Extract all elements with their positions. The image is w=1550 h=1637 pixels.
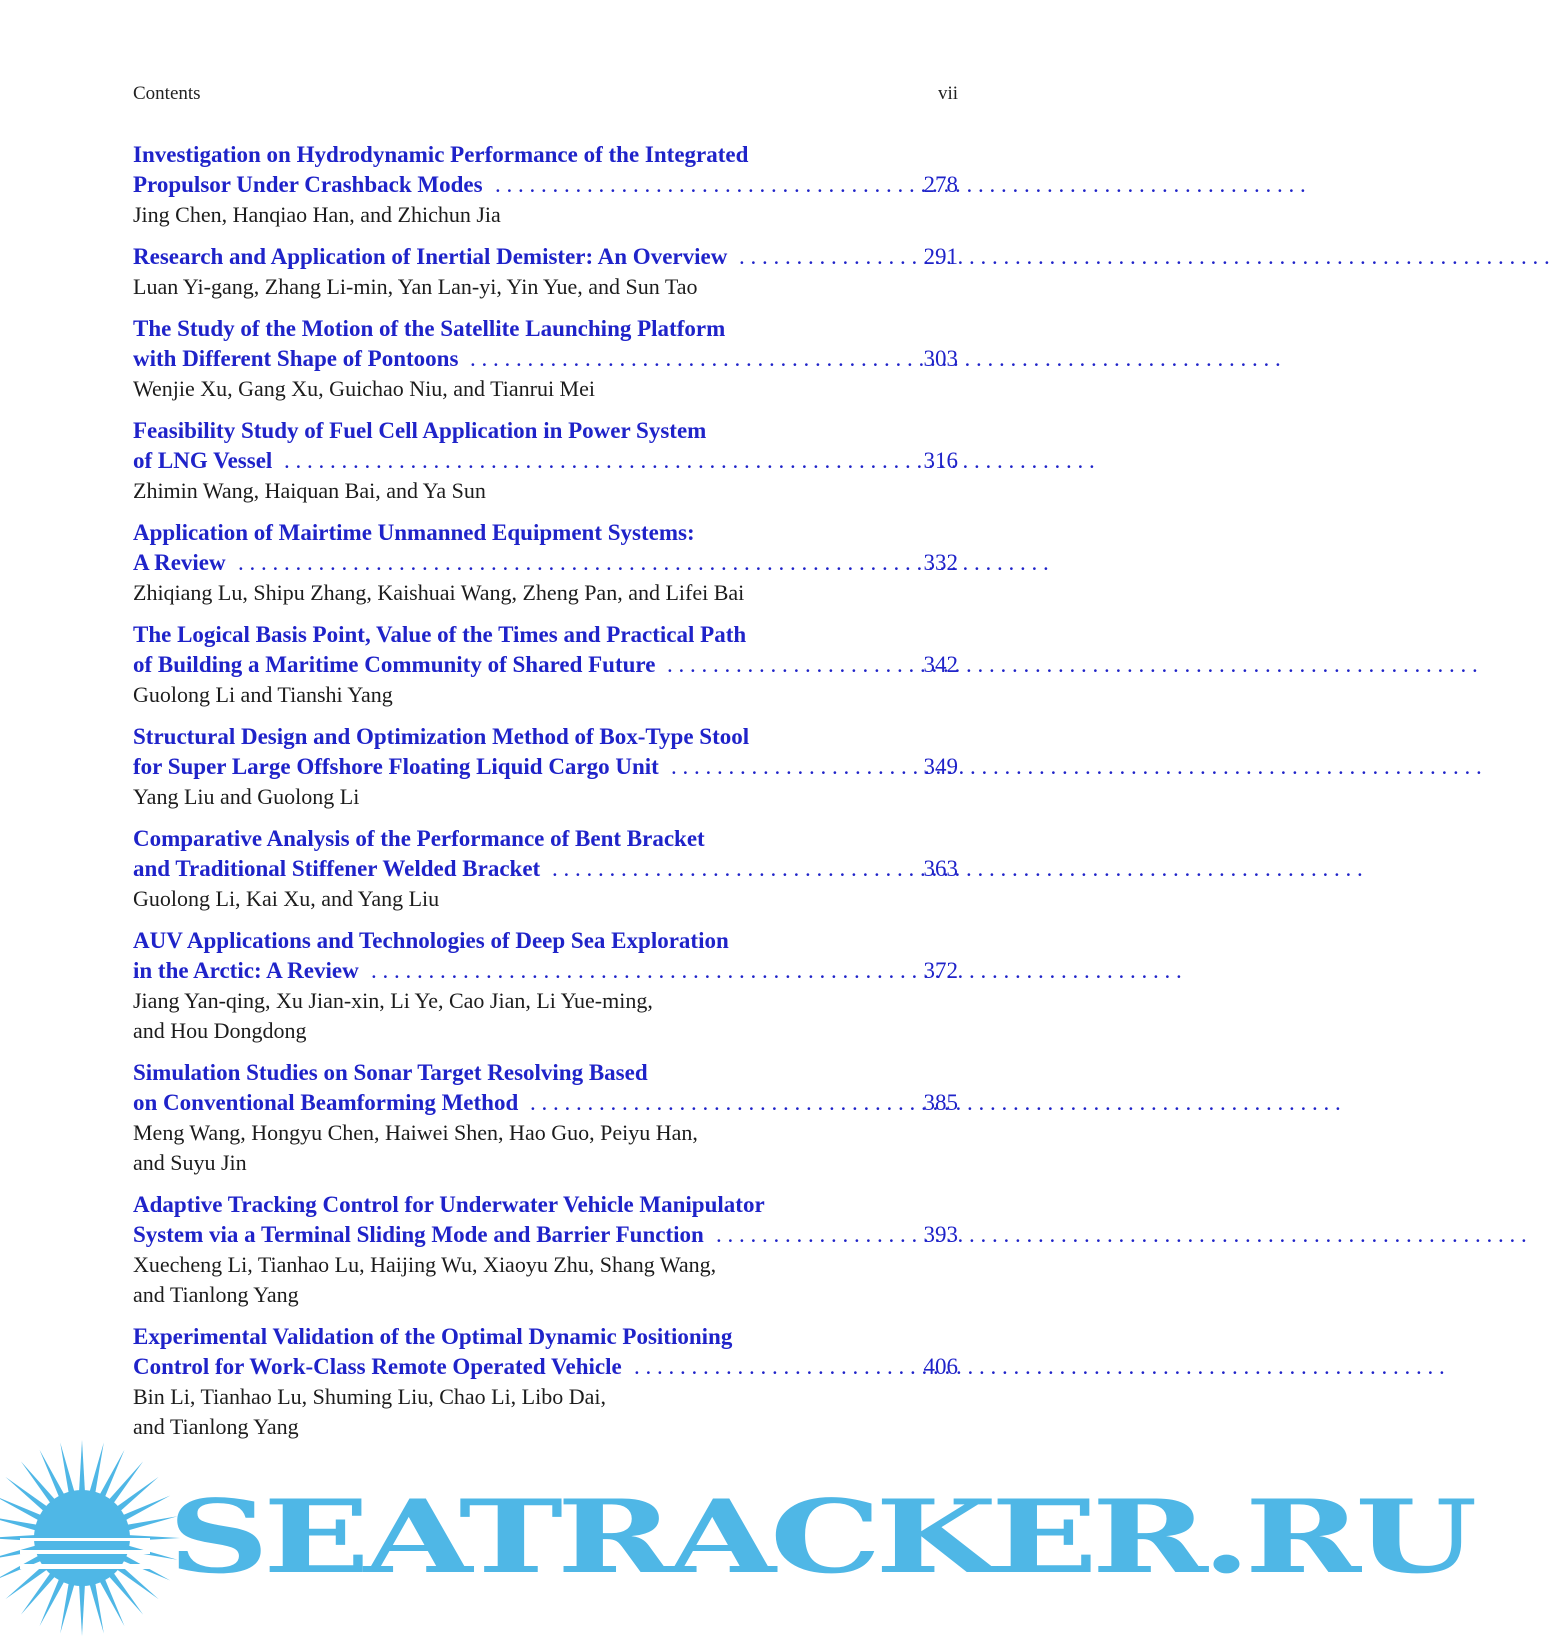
toc-title-line[interactable] <box>133 416 958 446</box>
toc-title-text[interactable]: in the Arctic: A Review <box>133 958 359 983</box>
toc-title-text[interactable]: Propulsor Under Crashback Modes <box>133 172 483 197</box>
toc-title-text[interactable]: A Review <box>133 550 226 575</box>
toc-title-text[interactable]: Research and Application of Inertial Demister: An Overview <box>133 244 728 269</box>
toc-title-text[interactable]: Structural Design and Optimization Method of Box-Type Stool <box>133 724 750 749</box>
toc-title-text[interactable]: Application of Mairtime Unmanned Equipment Systems: <box>133 520 695 545</box>
toc-page-number[interactable]: 291 <box>923 244 958 269</box>
dot-leader <box>716 1220 888 1250</box>
toc-page-number[interactable]: 278 <box>923 172 958 197</box>
toc-title-text[interactable]: The Study of the Motion of the Satellite Launching Platform <box>133 316 726 341</box>
toc-title-text[interactable]: Comparative Analysis of the Performance of Bent Bracket <box>133 826 705 851</box>
toc-page-number[interactable]: 406 <box>923 1354 958 1379</box>
dot-leader <box>371 956 888 986</box>
toc-page-number[interactable]: 363 <box>923 856 958 881</box>
toc-authors: and Hou Dongdong <box>133 1018 307 1043</box>
toc-authors: Zhiqiang Lu, Shipu Zhang, Kaishuai Wang, Zheng Pan, and Lifei Bai <box>133 580 745 605</box>
toc-title-line[interactable] <box>133 1058 958 1088</box>
running-header-title: Contents <box>133 83 201 104</box>
toc-title-text[interactable]: with Different Shape of Pontoons <box>133 346 459 371</box>
toc-title-line[interactable] <box>133 650 958 680</box>
toc-authors: Xuecheng Li, Tianhao Lu, Haijing Wu, Xiaoyu Zhu, Shang Wang, <box>133 1252 717 1277</box>
toc-title-line[interactable] <box>133 620 958 650</box>
toc-title-text[interactable]: AUV Applications and Technologies of Deep Sea Exploration <box>133 928 729 953</box>
watermark-text: SEATRACKER.RU <box>168 1478 1472 1597</box>
toc-title-text[interactable]: on Conventional Beamforming Method <box>133 1090 519 1115</box>
toc-entry[interactable] <box>133 1058 958 1178</box>
toc-authors: Luan Yi-gang, Zhang Li-min, Yan Lan-yi, Yin Yue, and Sun Tao <box>133 274 698 299</box>
toc-entry[interactable] <box>133 416 958 506</box>
toc-authors: Bin Li, Tianhao Lu, Shuming Liu, Chao Li, Libo Dai, <box>133 1384 606 1409</box>
toc-title-line[interactable] <box>133 344 958 374</box>
toc-title-line[interactable] <box>133 956 958 986</box>
toc-page-number[interactable]: 349 <box>923 754 958 779</box>
dot-leader <box>238 548 888 578</box>
toc-title-line[interactable] <box>133 752 958 782</box>
toc-title-line[interactable] <box>133 314 958 344</box>
running-header <box>133 83 958 113</box>
toc-title-text[interactable]: and Traditional Stiffener Welded Bracket <box>133 856 541 881</box>
dot-leader <box>530 1088 888 1118</box>
dot-leader <box>552 854 888 884</box>
toc-authors: and Tianlong Yang <box>133 1414 299 1439</box>
toc-page-number[interactable]: 316 <box>923 448 958 473</box>
toc-entry[interactable] <box>133 242 958 302</box>
toc-entry[interactable] <box>133 620 958 710</box>
toc-page-number[interactable]: 393 <box>923 1222 958 1247</box>
dot-leader <box>495 170 888 200</box>
toc-title-line[interactable] <box>133 824 958 854</box>
toc-page-number[interactable]: 385 <box>923 1090 958 1115</box>
dot-leader <box>284 446 888 476</box>
toc-title-text[interactable]: The Logical Basis Point, Value of the Times and Practical Path <box>133 622 747 647</box>
page-number-roman: vii <box>937 83 958 104</box>
toc-title-text[interactable]: Experimental Validation of the Optimal Dynamic Positioning <box>133 1324 733 1349</box>
toc-title-text[interactable]: Simulation Studies on Sonar Target Resolving Based <box>133 1060 648 1085</box>
toc-authors: and Tianlong Yang <box>133 1282 299 1307</box>
toc-title-text[interactable]: Control for Work-Class Remote Operated Vehicle <box>133 1354 622 1379</box>
table-of-contents <box>133 140 958 1454</box>
toc-authors: Zhimin Wang, Haiquan Bai, and Ya Sun <box>133 478 486 503</box>
toc-authors: Guolong Li and Tianshi Yang <box>133 682 393 707</box>
toc-authors: Guolong Li, Kai Xu, and Yang Liu <box>133 886 440 911</box>
toc-title-text[interactable]: Investigation on Hydrodynamic Performance of the Integrated <box>133 142 749 167</box>
toc-title-line[interactable] <box>133 1220 958 1250</box>
toc-title-text[interactable]: for Super Large Offshore Floating Liquid Cargo Unit <box>133 754 659 779</box>
toc-title-line[interactable] <box>133 446 958 476</box>
toc-page-number[interactable]: 342 <box>923 652 958 677</box>
dot-leader <box>739 242 888 272</box>
dot-leader <box>667 650 888 680</box>
dot-leader <box>671 752 888 782</box>
toc-title-text[interactable]: System via a Terminal Sliding Mode and Barrier Function <box>133 1222 704 1247</box>
toc-title-line[interactable] <box>133 1088 958 1118</box>
toc-title-line[interactable] <box>133 140 958 170</box>
toc-title-line[interactable] <box>133 170 958 200</box>
toc-title-text[interactable]: Feasibility Study of Fuel Cell Application in Power System <box>133 418 707 443</box>
toc-entry[interactable] <box>133 314 958 404</box>
toc-authors: Jing Chen, Hanqiao Han, and Zhichun Jia <box>133 202 501 227</box>
toc-authors: and Suyu Jin <box>133 1150 247 1175</box>
toc-title-line[interactable] <box>133 1190 958 1220</box>
toc-title-line[interactable] <box>133 518 958 548</box>
toc-entry[interactable] <box>133 140 958 230</box>
toc-title-line[interactable] <box>133 548 958 578</box>
toc-title-line[interactable] <box>133 1322 958 1352</box>
dot-leader <box>634 1352 888 1382</box>
toc-title-line[interactable] <box>133 242 958 272</box>
toc-entry[interactable] <box>133 824 958 914</box>
toc-title-text[interactable]: Adaptive Tracking Control for Underwater Vehicle Manipulator <box>133 1192 765 1217</box>
toc-title-line[interactable] <box>133 926 958 956</box>
toc-authors: Jiang Yan-qing, Xu Jian-xin, Li Ye, Cao Jian, Li Yue-ming, <box>133 988 653 1013</box>
dot-leader <box>470 344 888 374</box>
toc-page-number[interactable]: 372 <box>923 958 958 983</box>
toc-title-line[interactable] <box>133 1352 958 1382</box>
toc-title-text[interactable]: of LNG Vessel <box>133 448 273 473</box>
toc-title-line[interactable] <box>133 722 958 752</box>
toc-entry[interactable] <box>133 518 958 608</box>
toc-authors: Wenjie Xu, Gang Xu, Guichao Niu, and Tianrui Mei <box>133 376 595 401</box>
toc-page-number[interactable]: 303 <box>923 346 958 371</box>
toc-page-number[interactable]: 332 <box>923 550 958 575</box>
toc-title-line[interactable] <box>133 854 958 884</box>
toc-authors: Meng Wang, Hongyu Chen, Haiwei Shen, Hao Guo, Peiyu Han, <box>133 1120 698 1145</box>
toc-entry[interactable] <box>133 926 958 1046</box>
toc-entry[interactable] <box>133 1190 958 1310</box>
toc-title-text[interactable]: of Building a Maritime Community of Shared Future <box>133 652 656 677</box>
toc-entry[interactable] <box>133 722 958 812</box>
toc-authors: Yang Liu and Guolong Li <box>133 784 360 809</box>
